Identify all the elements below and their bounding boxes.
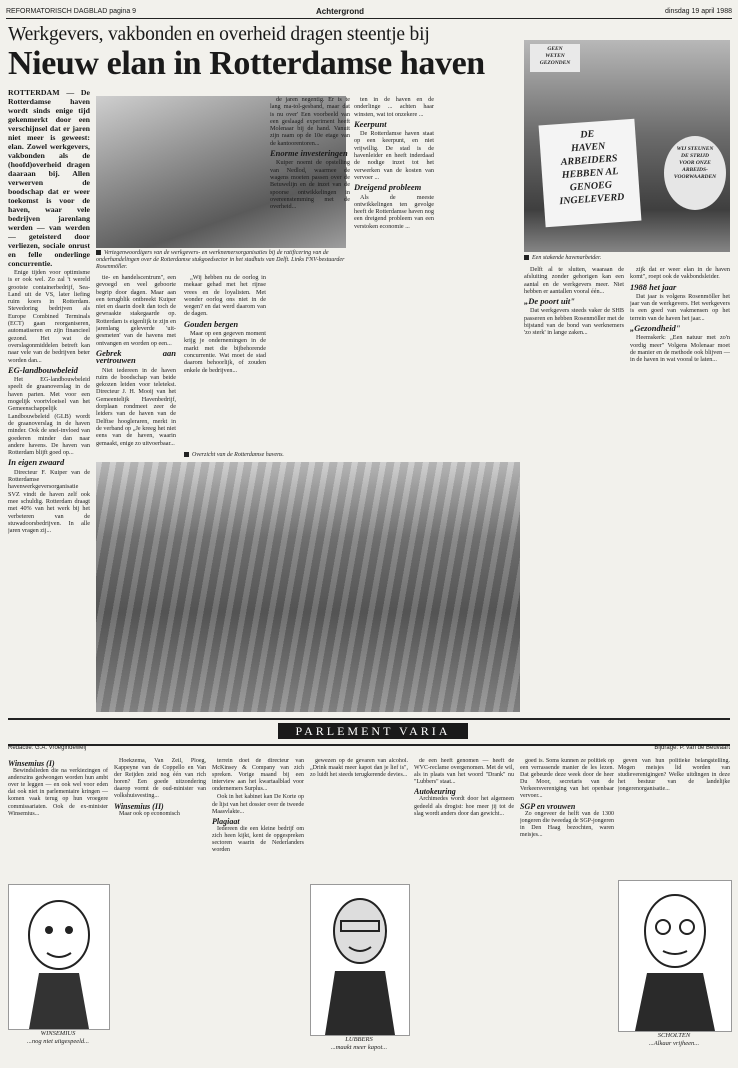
article-text: Delft al te sluiten, waaraan de afsluiting zonder gehorigen kan een aantal en de werkgevers meer. Niet hebben er aantallen vooral één...: [524, 266, 624, 295]
article-headline: Nieuw elan in Rotterdamse haven: [8, 45, 485, 82]
sign-line: WETEN: [545, 53, 565, 59]
varia-heading: Winsemius (II): [114, 801, 164, 811]
article-text: De Rotterdamse haven staat op een keerpunt, en niet vrijwillig. De stad is de havenleider en heeft inderdaad de nodige inzet tot het verwerken van de kosten van vervoer ...: [354, 130, 434, 181]
sign-line: DE STRIJD: [681, 153, 709, 159]
article-text: tie- en handelscentrum", een gevoegd en veel geboorte begrip door dagen. Maar aan een terugblik ontbreekt Kuiper niet en daarin doelt dan toch de gewraakte stakegaarde op. Rotterdam is eigenlijk te zijn en jarenlang geleverde 'uit-gesmeten' van de havens met ontvangen en worden op een...: [96, 274, 176, 347]
caption-bullet-icon: [184, 452, 189, 457]
article-text: Dat werkgevers steeds vaker de SHB passeren en hebben Rosenmöller met de bijstand van de bond van werknemers 'zo sterk' in lange zaken...: [524, 307, 624, 337]
sign-line: GEEN: [547, 46, 563, 52]
section-title: PARLEMENT VARIA: [278, 723, 468, 739]
article-text: zijk dat er weer elan in de haven komt", roept ook de vakbondsleider.: [630, 266, 730, 281]
article-column-7: [630, 266, 730, 712]
lubbers-cartoon: [310, 884, 410, 1036]
caricature-icon: [619, 881, 731, 1031]
sign-line: VOOR ONZE: [679, 160, 711, 166]
subheading: „De poort uit": [524, 296, 575, 307]
article-text: Maar op een gegeven moment krijg je ondernemingen in de markt met die bijbehorende concurrentie. Wat moet de stad daarom behoorlijk, of zouden enkele de bedrijven...: [184, 330, 266, 374]
subheading: EG-landbouwbeleid: [8, 364, 78, 375]
sign-line: HEBBEN AL: [561, 166, 619, 181]
subheading: 1988 het jaar: [630, 281, 677, 292]
section-label: Achtergrond: [316, 7, 364, 16]
varia-text: geven van hun politieke belangstelling. Mogen meisjes lid worden van studieverenigingen? Welke uitdingen in deze het bestuur van de landelijke jongerenorganisatie...: [618, 758, 730, 793]
article-text: Dat jaar is volgens Rosenmöller het jaar van de werkgevers. Het werkgevers is een goed van vakmensen op het terrein van de haven het jaar...: [630, 292, 730, 322]
varia-column-4: [310, 758, 408, 882]
strike-photo-caption: Een stakende havenarbeider.: [524, 255, 730, 263]
article-lead: ROTTERDAM — De Rotterdamse haven wordt sinds enige tijd gekenmerkt door een verschijnsel dat er jaren niet meer is geweest: elan. Zowel werkgevers, vakbonden als de (hoofd)overheid dragen daaraan bij. Allen verwerven de boodschap dat er weer toekomst is voor de haven, waar vele bedrijven jarenlang werden — van werden — geteisterd door verliezen, sociale onrust en felle onderlinge concurrentie.: [8, 88, 90, 268]
varia-column-3: [212, 758, 304, 1058]
sign-line: ARBEIDERS: [560, 153, 618, 168]
subheading: In eigen zwaard: [8, 457, 65, 468]
subheading: „Gezondheid": [630, 323, 681, 334]
sign-line: ARBEIDS-: [682, 167, 708, 173]
varia-text: Ook in het kabinet kan De Korte op de lijst van het dossier over de tweede Maasvlakte...: [212, 794, 304, 815]
article-text: Niet iedereen in de haven ruim de boodschap van beide gekozen leiden voor teletekst. Directeur J. H. Mooij van het Gemeentelijk Havenbedrijf, dorplaan rondmeet zeer de leiders van de haven van de Delftse hoogleraren, merkt in de verband op „Je kreeg het niet eens van de haven, waarin gemaakt, enige zo uitvoerbaar...: [96, 366, 176, 447]
caricature-icon: [311, 885, 409, 1035]
varia-column-7: [618, 758, 730, 878]
varia-text: Archimedes wordt door het algemeen gedeeld als drogist: hoe meer jij tot de slag wordt anders door dan gewicht...: [414, 796, 514, 817]
article-column-1: [8, 88, 90, 712]
port-aerial-photo: [96, 462, 520, 712]
varia-text: goed is. Soms kunnen ze politiek op een verrassende manier de les lezen. Dat gebeurde deze week door de heer Du Moor, secretaris van de Verkeersvereniging van het openbaar vervoer...: [520, 758, 614, 800]
varia-heading: SGP en vrouwen: [520, 801, 576, 811]
article-text: Directeur F. Kuiper van de Rotterdamse havenwerkgeversorganisatie SVZ vindt de haven zelf ook mee schuldig. Rotterdam draagt met 40% van het werk bij het verbeteren van de stuwadoorsbedrijven. In alle jaren vragen zij...: [8, 468, 90, 535]
subheading: Dreigend probleem: [354, 182, 422, 193]
lubbers-caption: LUBBERS ...maakt meer kapot...: [330, 1036, 388, 1051]
article-column-6: [524, 266, 624, 712]
contributor-credit: Bijdrage: P. van de Beuvaart: [654, 745, 730, 751]
varia-column-5: [414, 758, 514, 1058]
strike-photo: [524, 40, 730, 252]
winsemius-caption: WINSEMIUS ...nog niet uitgespeeld...: [26, 1030, 90, 1045]
caption-bullet-icon: [96, 250, 101, 255]
varia-heading: Autokeuring: [414, 787, 456, 797]
article-column-4: [270, 96, 350, 454]
article-text: „Wij hebben nu de oorlog in mekaar gehad met het rijnse vrees en de loyalisten. Met wonder oorlog ons niet in de wegen? en dat werd daarom van de dagen.: [184, 274, 266, 318]
editor-credit: Redactie: G.A. Vroegindeweij: [8, 745, 87, 751]
varia-text: de een heeft genomen — heeft de WVC-reclame overgenomen. Met de wil, als in plaats van het woord "Drank" nu "Lubbers" staat...: [414, 758, 514, 786]
sign-line: WIJ STEUNEN: [676, 146, 714, 152]
subheading: Keerpunt: [354, 118, 387, 129]
varia-text: Bewindslieden die na verkiezingen of anderszins gedwongen worden hun ambt over te leggen — en ook wel voor eden dat ook niet in parlementaire kringen — komen vaak terug op hun vroegere commissariaten. Ook de ex-minister Winsemius...: [8, 768, 108, 817]
section-credits: [8, 745, 730, 755]
sign-line: GEZONDEN: [539, 60, 571, 66]
varia-text: Iedereen die een kleine bedrijf om zich heen kijkt, kent de opgespreken sectoren waarin de Nederlanders worden: [212, 825, 304, 854]
sign-line: INGELEVERD: [559, 191, 625, 208]
date-label: dinsdag 19 april 1988: [665, 8, 732, 15]
protest-sign-round: [664, 136, 726, 210]
protest-sign-small: [530, 44, 580, 72]
subheading: Enorme investeringen: [270, 148, 348, 159]
varia-column-2: [114, 758, 206, 1058]
article-text: Het EG-landbouwbeleid speelt de graanoverslag in de haven parten. Met voor een mogelijk voortvloeisel van het Gemeenschappelijk Landbouwbeleid (GLB) wordt de graanoverslag in de haven minder. Ook de snel-invloed van goederen minder dan naar andere havens. De haven van Rotterdam blijft goed op...: [8, 376, 90, 457]
article-text: Kuiper noemt de opstelling van Nedlod, waarmee de wagens moeten passen over de Betuwelijn en de inzet van de spoorse ontwikkelingen in overeenstemming met de overheid...: [270, 159, 350, 211]
sign-line: DE: [579, 128, 595, 141]
varia-column-6: [520, 758, 614, 1058]
sign-line: GENOEG: [569, 179, 613, 194]
section-banner: [8, 718, 730, 746]
article-text: Heemskerk: „Een natuur met zo'n vordig meer" Volgens Molenaar moet de manier en de methode ook blijven — in de haven in wat vooral te laten...: [630, 334, 730, 364]
article-text: ten in de haven en de onderlinge ... achten haar winsten, wat tot onzekere ...: [354, 96, 434, 118]
protest-sign-main: [539, 119, 642, 227]
meeting-photo-caption: Vertegenwoordigers van de werkgevers- en werknemersorganisaties bij de ratificering van de onderhandelingen over de Rotterdamse stukgoedsector in het stadhuis van Delft. Links FNV-bestuurder Rosenmöller.: [96, 250, 345, 270]
article-column-3: [184, 274, 266, 450]
winsemius-cartoon: [8, 884, 110, 1030]
article-column-5: [354, 96, 434, 454]
article-column-2: [96, 274, 176, 460]
varia-text: gewezen op de gevaren van alcohol. „Drink maakt meer kapot dan je lief is", zo luidt het steeds terugkerende devies...: [310, 758, 408, 779]
scholten-caption: SCHOLTEN ...Alkaar vrijheen...: [648, 1032, 700, 1047]
varia-text: Maar ook op economisch: [119, 810, 180, 817]
sign-line: HAVEN: [570, 140, 606, 155]
varia-text: terrein doet de directeur van McKinsey & Company van zich spreken. Vorige maand bij een interview aan het kwartaalblad voor ondernemers Surplus...: [212, 758, 304, 793]
sign-line: VOORWAARDEN: [673, 174, 717, 180]
varia-heading: Plagiaat: [212, 816, 240, 826]
varia-column-1: [8, 758, 108, 882]
subheading: Gouden bergen: [184, 318, 239, 329]
varia-heading: Winsemius (I): [8, 759, 55, 768]
port-photo-caption: Overzicht van de Rotterdamse havens.: [184, 452, 344, 460]
page-header: [6, 6, 732, 19]
newspaper-page-label: REFORMATORISCH DAGBLAD pagina 9: [6, 8, 137, 15]
article-text: Als de meeste ontwikkelingen ten gevolge heeft de Rotterdamse haven nog een dreigend probleem van een verstoken economie ...: [354, 193, 434, 230]
article-text: de jaren negentig. Er is te lang ma-tol-gesband, maar dat is nu over' Een voorbeeld van een geslaagd experiment heeft Molenaar bij de hand. Vanuit zijn raam op de 10e etage van de kantoorentoren...: [270, 96, 350, 147]
caricature-icon: [9, 885, 109, 1029]
article-text: Enige tijden voor optimisme is er ook wel. Zo zal 't wereld grootste containerbedrijf, Sea-Land uit de VS, later liefing ruim koers in Rotterdam. Stevedoring bedrijven als Europe Combined Terminals (ECT) gaan reorganiseren, automatiseren en zijn financieel gezond. Het wat de overslagonmiddelen betreft kan naar vele van de bedrijven beter worden dan...: [8, 269, 90, 364]
varia-text: Hoekzema, Van Zeil, Ploeg, Kappeyne van de Coppello en Van der Reijden zeid nog één van rich horen? Een goede uitzondering daarop vormt de oud-minister van volkshuisvesting...: [114, 758, 206, 800]
caption-bullet-icon: [524, 255, 529, 260]
article-kicker: Werkgevers, vakbonden en overheid dragen steentje bij: [8, 24, 430, 45]
scholten-cartoon: [618, 880, 732, 1032]
varia-text: Zo ongeveer de helft van de 1300 jongeren die tweedag de SGP-jongeren in Den Haag bezochten, waren meisjes...: [520, 810, 614, 838]
subheading: Gebrek aan vertrouwen: [96, 347, 176, 366]
